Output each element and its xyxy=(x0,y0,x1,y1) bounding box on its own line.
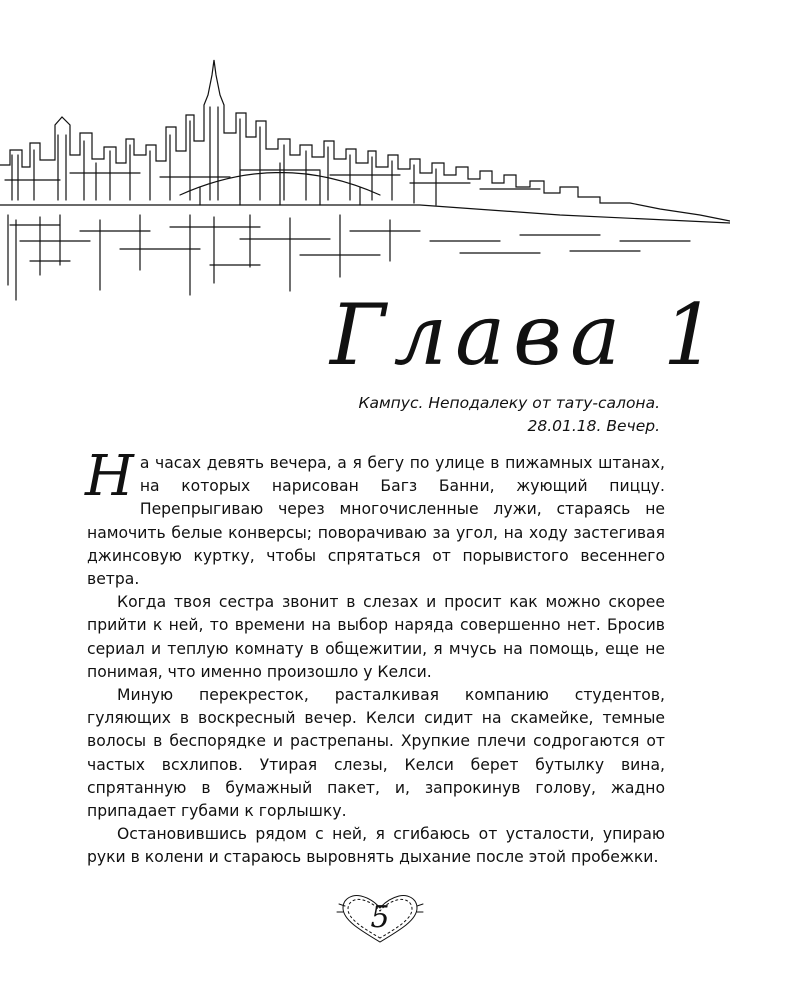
chapter-body xyxy=(85,444,665,870)
paragraph: Остановившись рядом с ней, я сгибаюсь от усталости, упираю руки в колени и стараюсь выровнять дыхание после этой пробежки. xyxy=(87,825,665,867)
paragraph-text: а часах девять вечера, а я бегу по улице в пижамных штанах, на которых нарисован Багз Банни, жующий пиццу. Перепрыгиваю через многочисленные лужи, стараясь не намочить белые конверсы; поворачиваю за угол, на ходу застегивая джинсовую куртку, чтобы спрятаться от порывистого весеннего ветра. xyxy=(87,454,665,589)
drop-cap: Н xyxy=(85,444,134,509)
paragraph xyxy=(85,444,665,591)
paragraph: Когда твоя сестра звонит в слезах и просит как можно скорее прийти к ней, то времени на выбор наряда совершенно нет. Бросив сериал и теплую комнату в общежитии, я мчусь на помощь, еще не понимая, что именно произошло у Келси. xyxy=(87,593,665,681)
chapter-location: Кампус. Неподалеку от тату-салона. xyxy=(358,394,660,412)
chapter-datetime: 28.01.18. Вечер. xyxy=(527,417,660,435)
city-skyline-illustration xyxy=(0,55,730,305)
chapter-title: Глава 1 xyxy=(330,286,725,384)
paragraph: Миную перекресток, расталкивая компанию студентов, гуляющих в воскресный вечер. Келси сидит на скамейке, темные волосы в беспорядке и растрепаны. Хрупкие плечи содрогаются от частых всхлипов. Утирая слезы, Келси берет бутылку вина, спрятанную в бумажный пакет, и, запрокинув голову, жадно припадает губами к горлышку. xyxy=(87,686,665,821)
page-number: 5 xyxy=(370,900,390,935)
